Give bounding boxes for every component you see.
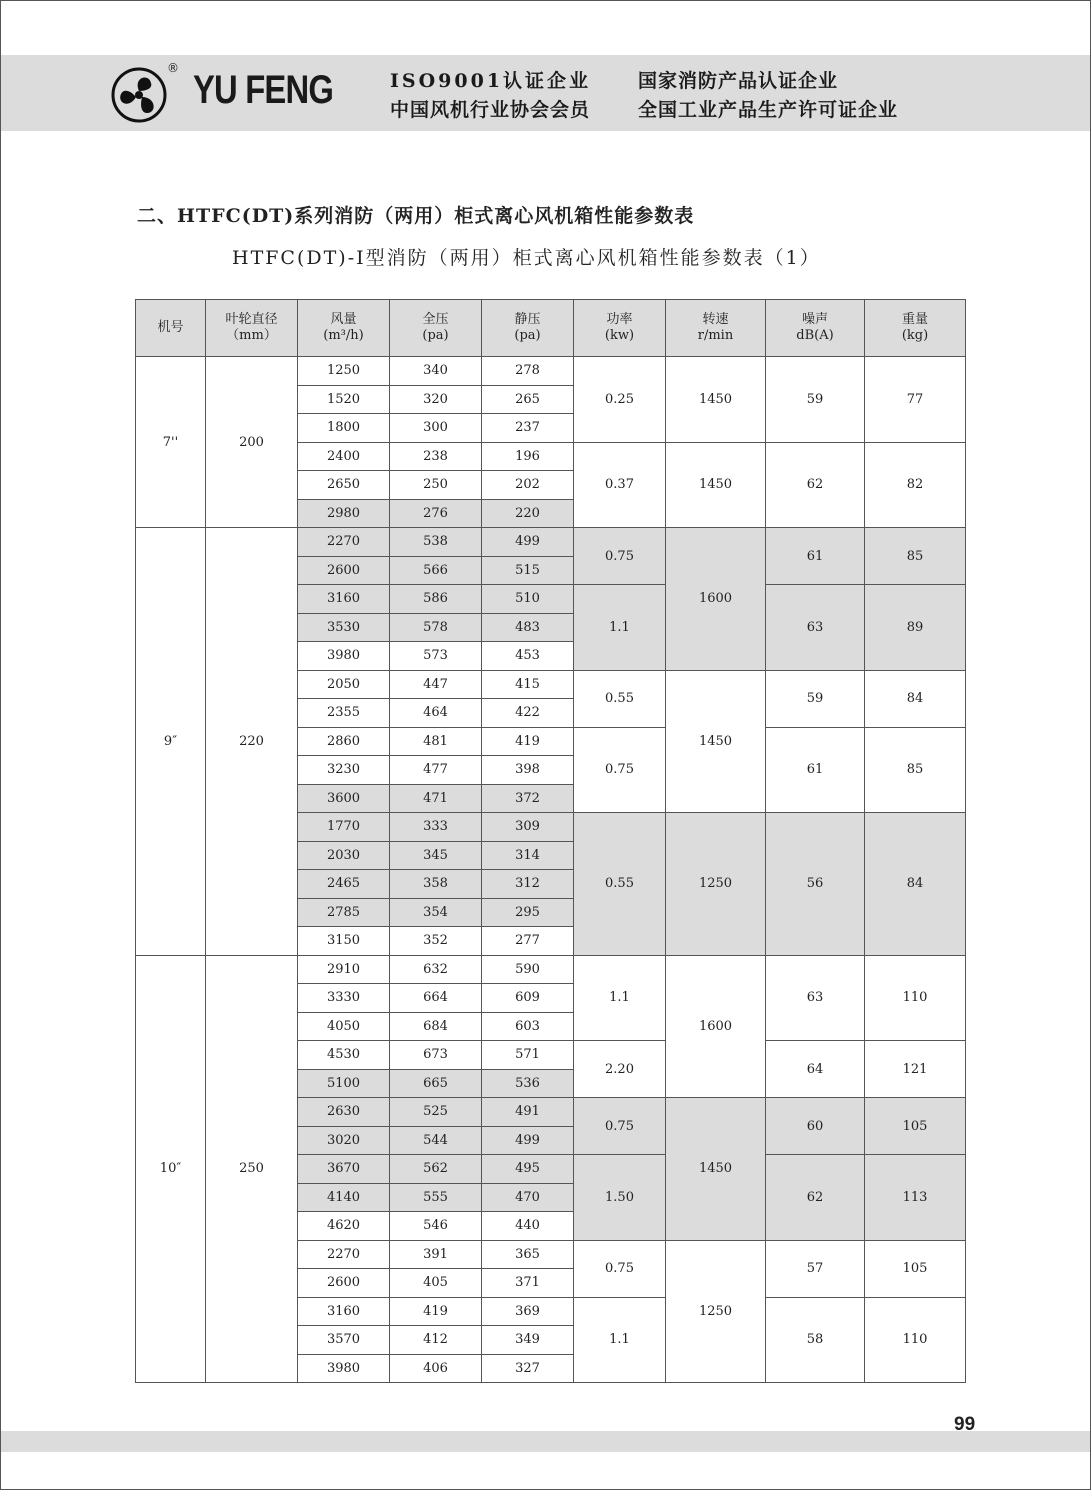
header-impeller-diameter <box>206 300 298 357</box>
static-pressure-cell: 369 <box>482 1297 574 1326</box>
power-cell: 0.75 <box>574 528 666 585</box>
header-unit: r/min <box>697 328 734 343</box>
air-volume-cell: 2600 <box>298 1269 390 1298</box>
static-pressure-cell: 510 <box>482 585 574 614</box>
total-pressure-cell: 632 <box>390 955 482 984</box>
noise-cell: 61 <box>766 528 865 585</box>
weight-cell: 84 <box>865 813 966 956</box>
air-volume-cell: 1800 <box>298 414 390 443</box>
air-volume-cell: 2785 <box>298 898 390 927</box>
total-pressure-cell: 276 <box>390 499 482 528</box>
air-volume-cell: 2980 <box>298 499 390 528</box>
static-pressure-cell: 312 <box>482 870 574 899</box>
air-volume-cell: 3670 <box>298 1155 390 1184</box>
static-pressure-cell: 491 <box>482 1098 574 1127</box>
static-pressure-cell: 327 <box>482 1354 574 1383</box>
static-pressure-cell: 419 <box>482 727 574 756</box>
noise-cell: 56 <box>766 813 865 956</box>
air-volume-cell: 3980 <box>298 642 390 671</box>
air-volume-cell: 4050 <box>298 1012 390 1041</box>
total-pressure-cell: 586 <box>390 585 482 614</box>
static-pressure-cell: 571 <box>482 1041 574 1070</box>
header-weight <box>865 300 966 357</box>
static-pressure-cell: 609 <box>482 984 574 1013</box>
total-pressure-cell: 538 <box>390 528 482 557</box>
static-pressure-cell: 495 <box>482 1155 574 1184</box>
static-pressure-cell: 372 <box>482 784 574 813</box>
diameter-cell: 220 <box>206 528 298 956</box>
static-pressure-cell: 309 <box>482 813 574 842</box>
air-volume-cell: 2910 <box>298 955 390 984</box>
header-label: 静压 <box>514 312 541 327</box>
table-row <box>136 955 966 984</box>
air-volume-cell: 3530 <box>298 613 390 642</box>
speed-cell: 1450 <box>666 357 766 443</box>
model-no-cell: 10″ <box>136 955 206 1383</box>
air-volume-cell: 1770 <box>298 813 390 842</box>
power-cell: 1.50 <box>574 1155 666 1241</box>
air-volume-cell: 2465 <box>298 870 390 899</box>
header-label: 转速 <box>702 312 729 327</box>
total-pressure-cell: 354 <box>390 898 482 927</box>
weight-cell: 121 <box>865 1041 966 1098</box>
air-volume-cell: 3160 <box>298 1297 390 1326</box>
total-pressure-cell: 391 <box>390 1240 482 1269</box>
power-cell: 0.75 <box>574 1098 666 1155</box>
static-pressure-cell: 295 <box>482 898 574 927</box>
registered-mark: ® <box>167 61 179 75</box>
air-volume-cell: 2400 <box>298 442 390 471</box>
static-pressure-cell: 590 <box>482 955 574 984</box>
weight-cell: 85 <box>865 727 966 813</box>
speed-cell: 1450 <box>666 1098 766 1241</box>
header-band <box>1 55 1090 131</box>
header-unit: (pa) <box>514 328 541 343</box>
weight-cell: 110 <box>865 1297 966 1383</box>
noise-cell: 64 <box>766 1041 865 1098</box>
static-pressure-cell: 365 <box>482 1240 574 1269</box>
model-no-cell: 9″ <box>136 528 206 956</box>
total-pressure-cell: 340 <box>390 357 482 386</box>
air-volume-cell: 1250 <box>298 357 390 386</box>
header-unit: （mm） <box>226 328 277 343</box>
static-pressure-cell: 196 <box>482 442 574 471</box>
total-pressure-cell: 300 <box>390 414 482 443</box>
air-volume-cell: 3980 <box>298 1354 390 1383</box>
air-volume-cell: 3020 <box>298 1126 390 1155</box>
header-total-pressure <box>390 300 482 357</box>
total-pressure-cell: 464 <box>390 699 482 728</box>
header-air-volume <box>298 300 390 357</box>
static-pressure-cell: 278 <box>482 357 574 386</box>
header-label: 功率 <box>606 312 633 327</box>
header-power <box>574 300 666 357</box>
power-cell: 0.37 <box>574 442 666 528</box>
header-unit: (pa) <box>422 328 449 343</box>
static-pressure-cell: 371 <box>482 1269 574 1298</box>
noise-cell: 60 <box>766 1098 865 1155</box>
power-cell: 1.1 <box>574 1297 666 1383</box>
cert-iso: ISO9001认证企业 <box>390 70 592 92</box>
weight-cell: 84 <box>865 670 966 727</box>
static-pressure-cell: 265 <box>482 385 574 414</box>
header-label: 风量 <box>330 312 357 327</box>
total-pressure-cell: 566 <box>390 556 482 585</box>
weight-cell: 77 <box>865 357 966 443</box>
total-pressure-cell: 333 <box>390 813 482 842</box>
air-volume-cell: 3600 <box>298 784 390 813</box>
power-cell: 1.1 <box>574 955 666 1041</box>
speed-cell: 1600 <box>666 528 766 671</box>
static-pressure-cell: 202 <box>482 471 574 500</box>
noise-cell: 63 <box>766 585 865 671</box>
static-pressure-cell: 499 <box>482 1126 574 1155</box>
static-pressure-cell: 603 <box>482 1012 574 1041</box>
header-label: 机号 <box>157 320 184 335</box>
total-pressure-cell: 573 <box>390 642 482 671</box>
weight-cell: 105 <box>865 1240 966 1297</box>
table-title: HTFC(DT)-Ⅰ型消防（两用）柜式离心风机箱性能参数表（1） <box>232 247 821 269</box>
total-pressure-cell: 412 <box>390 1326 482 1355</box>
total-pressure-cell: 419 <box>390 1297 482 1326</box>
air-volume-cell: 2650 <box>298 471 390 500</box>
weight-cell: 89 <box>865 585 966 671</box>
total-pressure-cell: 684 <box>390 1012 482 1041</box>
total-pressure-cell: 406 <box>390 1354 482 1383</box>
air-volume-cell: 2270 <box>298 528 390 557</box>
air-volume-cell: 2050 <box>298 670 390 699</box>
weight-cell: 105 <box>865 1098 966 1155</box>
noise-cell: 58 <box>766 1297 865 1383</box>
noise-cell: 61 <box>766 727 865 813</box>
total-pressure-cell: 352 <box>390 927 482 956</box>
air-volume-cell: 2270 <box>298 1240 390 1269</box>
total-pressure-cell: 562 <box>390 1155 482 1184</box>
speed-cell: 1250 <box>666 1240 766 1383</box>
total-pressure-cell: 477 <box>390 756 482 785</box>
air-volume-cell: 3160 <box>298 585 390 614</box>
total-pressure-cell: 238 <box>390 442 482 471</box>
total-pressure-cell: 544 <box>390 1126 482 1155</box>
air-volume-cell: 2030 <box>298 841 390 870</box>
header-label: 重量 <box>901 312 928 327</box>
header-unit: (kw) <box>604 328 635 343</box>
power-cell: 0.25 <box>574 357 666 443</box>
air-volume-cell: 2630 <box>298 1098 390 1127</box>
weight-cell: 85 <box>865 528 966 585</box>
power-cell: 0.75 <box>574 727 666 813</box>
total-pressure-cell: 358 <box>390 870 482 899</box>
table-header-row <box>136 300 966 357</box>
power-cell: 2.20 <box>574 1041 666 1098</box>
static-pressure-cell: 515 <box>482 556 574 585</box>
speed-cell: 1450 <box>666 670 766 813</box>
performance-table <box>135 299 966 1383</box>
header-noise <box>766 300 865 357</box>
total-pressure-cell: 345 <box>390 841 482 870</box>
air-volume-cell: 4140 <box>298 1183 390 1212</box>
total-pressure-cell: 250 <box>390 471 482 500</box>
total-pressure-cell: 664 <box>390 984 482 1013</box>
model-no-cell: 7'' <box>136 357 206 528</box>
static-pressure-cell: 398 <box>482 756 574 785</box>
weight-cell: 82 <box>865 442 966 528</box>
speed-cell: 1250 <box>666 813 766 956</box>
cert-fire: 国家消防产品认证企业 <box>638 70 839 92</box>
brand-name: YU FENG <box>193 68 334 112</box>
static-pressure-cell: 422 <box>482 699 574 728</box>
header-unit: (m³/h) <box>323 328 364 343</box>
table-row <box>136 528 966 557</box>
static-pressure-cell: 440 <box>482 1212 574 1241</box>
speed-cell: 1600 <box>666 955 766 1098</box>
diameter-cell: 250 <box>206 955 298 1383</box>
weight-cell: 110 <box>865 955 966 1041</box>
total-pressure-cell: 481 <box>390 727 482 756</box>
power-cell: 0.55 <box>574 813 666 956</box>
air-volume-cell: 2355 <box>298 699 390 728</box>
section-title: 二、HTFC(DT)系列消防（两用）柜式离心风机箱性能参数表 <box>137 205 695 227</box>
header-label: 噪声 <box>801 312 828 327</box>
power-cell: 0.75 <box>574 1240 666 1297</box>
header-unit: dB(A) <box>796 328 834 343</box>
header-label: 全压 <box>422 312 449 327</box>
total-pressure-cell: 471 <box>390 784 482 813</box>
total-pressure-cell: 673 <box>390 1041 482 1070</box>
total-pressure-cell: 578 <box>390 613 482 642</box>
static-pressure-cell: 470 <box>482 1183 574 1212</box>
air-volume-cell: 3570 <box>298 1326 390 1355</box>
table-row <box>136 357 966 386</box>
noise-cell: 59 <box>766 357 865 443</box>
static-pressure-cell: 415 <box>482 670 574 699</box>
total-pressure-cell: 665 <box>390 1069 482 1098</box>
static-pressure-cell: 453 <box>482 642 574 671</box>
header-unit: (kg) <box>901 328 929 343</box>
power-cell: 0.55 <box>574 670 666 727</box>
static-pressure-cell: 536 <box>482 1069 574 1098</box>
static-pressure-cell: 499 <box>482 528 574 557</box>
air-volume-cell: 3230 <box>298 756 390 785</box>
noise-cell: 59 <box>766 670 865 727</box>
static-pressure-cell: 220 <box>482 499 574 528</box>
noise-cell: 63 <box>766 955 865 1041</box>
static-pressure-cell: 483 <box>482 613 574 642</box>
page-number: 99 <box>954 1414 976 1435</box>
air-volume-cell: 2860 <box>298 727 390 756</box>
air-volume-cell: 4530 <box>298 1041 390 1070</box>
air-volume-cell: 3330 <box>298 984 390 1013</box>
air-volume-cell: 2600 <box>298 556 390 585</box>
noise-cell: 62 <box>766 442 865 528</box>
footer-band <box>1 1431 1090 1452</box>
air-volume-cell: 4620 <box>298 1212 390 1241</box>
air-volume-cell: 1520 <box>298 385 390 414</box>
noise-cell: 62 <box>766 1155 865 1241</box>
noise-cell: 57 <box>766 1240 865 1297</box>
weight-cell: 113 <box>865 1155 966 1241</box>
header-static-pressure <box>482 300 574 357</box>
air-volume-cell: 5100 <box>298 1069 390 1098</box>
air-volume-cell: 3150 <box>298 927 390 956</box>
header-model-no <box>136 300 206 357</box>
total-pressure-cell: 320 <box>390 385 482 414</box>
header-speed <box>666 300 766 357</box>
header-label: 叶轮直径 <box>225 312 278 327</box>
diameter-cell: 200 <box>206 357 298 528</box>
power-cell: 1.1 <box>574 585 666 671</box>
speed-cell: 1450 <box>666 442 766 528</box>
static-pressure-cell: 277 <box>482 927 574 956</box>
total-pressure-cell: 525 <box>390 1098 482 1127</box>
static-pressure-cell: 237 <box>482 414 574 443</box>
cert-association: 中国风机行业协会会员 <box>390 99 591 121</box>
total-pressure-cell: 405 <box>390 1269 482 1298</box>
fan-logo-icon <box>111 67 167 123</box>
static-pressure-cell: 349 <box>482 1326 574 1355</box>
total-pressure-cell: 546 <box>390 1212 482 1241</box>
total-pressure-cell: 447 <box>390 670 482 699</box>
total-pressure-cell: 555 <box>390 1183 482 1212</box>
cert-license: 全国工业产品生产许可证企业 <box>638 99 899 121</box>
static-pressure-cell: 314 <box>482 841 574 870</box>
